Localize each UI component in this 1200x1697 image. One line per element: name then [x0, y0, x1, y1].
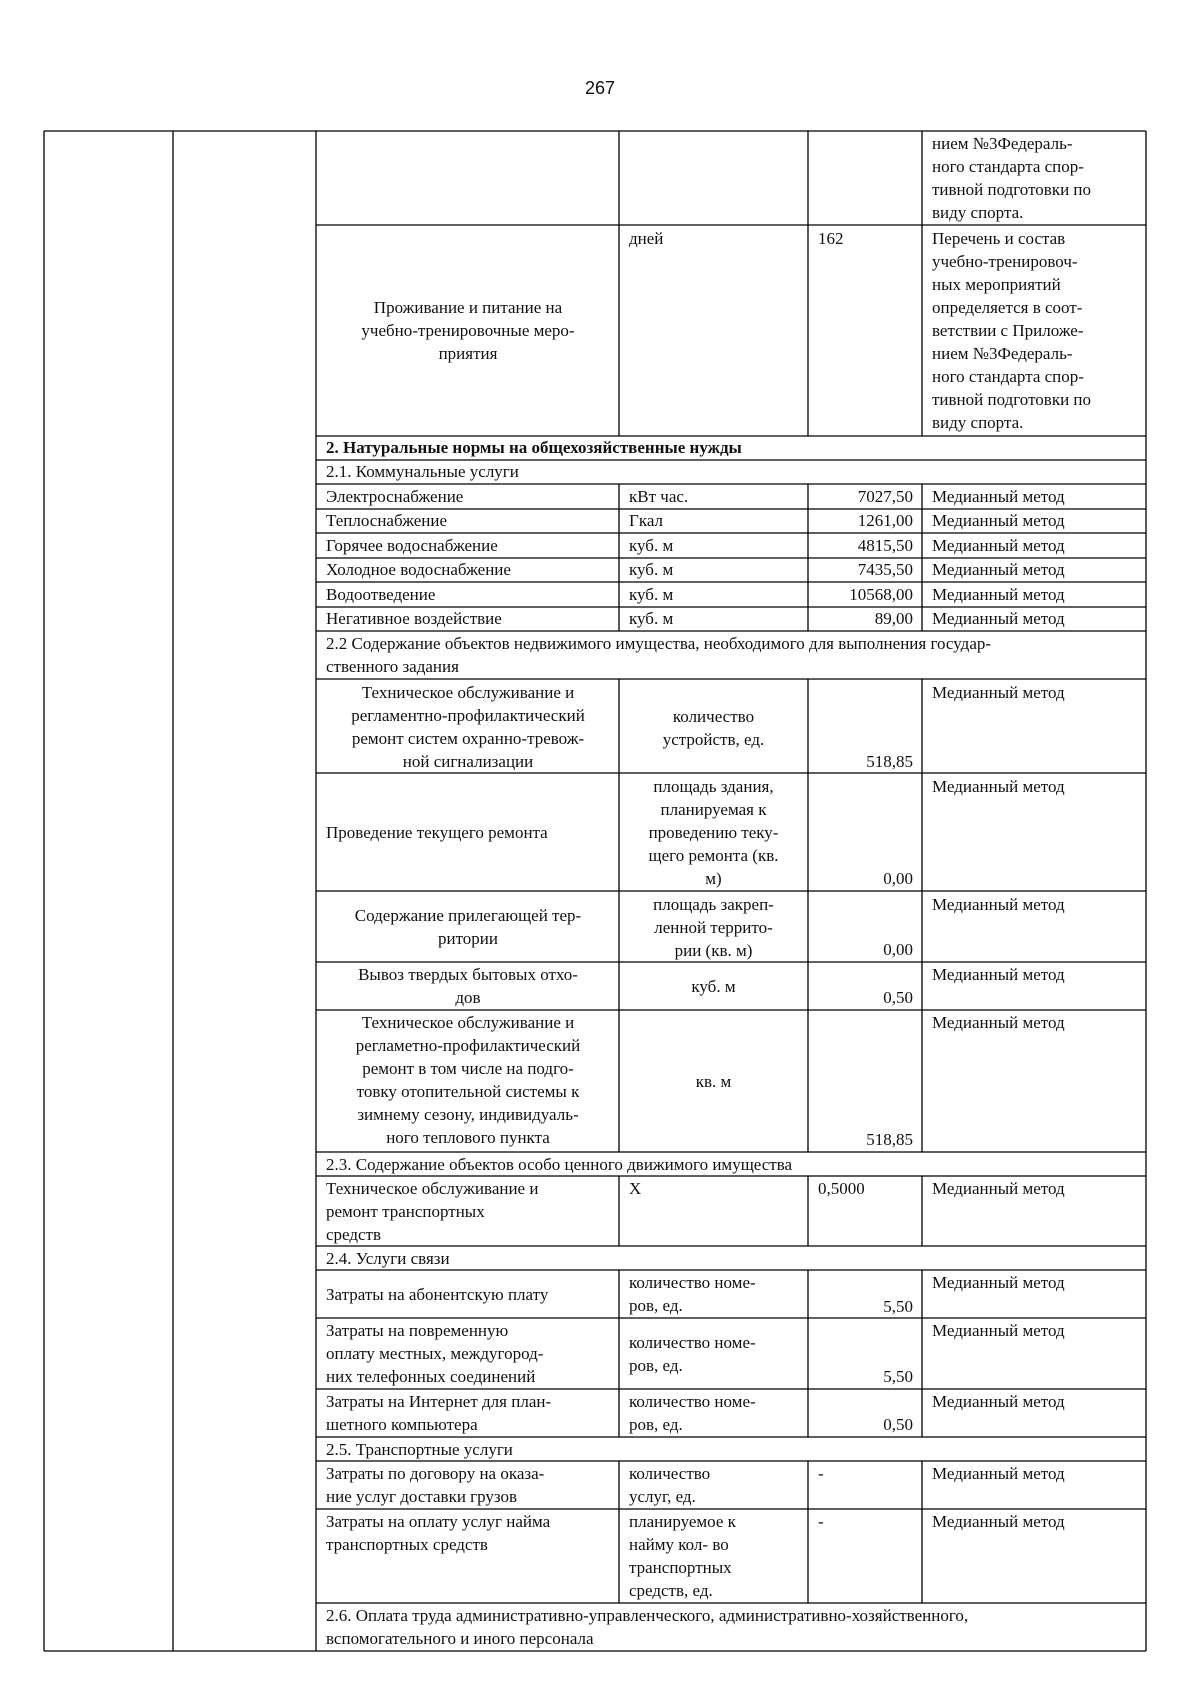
method-cell: Медианный метод — [932, 1273, 1065, 1292]
value-cell: 518,85 — [866, 752, 913, 771]
unit-cell: площадь здания, планируемая к проведению теку- щего ремонта (кв. м) — [648, 777, 779, 888]
unit-cell: планируемое к найму кол- во транспортных средств, ед. — [629, 1512, 736, 1600]
method-cell: Медианный метод — [932, 965, 1065, 984]
unit-cell: площадь закреп- ленной террито- рии (кв. м) — [653, 895, 774, 960]
subsection-heading: 2.1. Коммунальные услуги — [326, 462, 519, 481]
note-cell: нием №3Федераль- ного стандарта спор- тивной подготовки по виду спорта. — [932, 134, 1092, 222]
page-number: 267 — [584, 78, 616, 98]
method-cell: Медианный метод — [932, 585, 1065, 604]
method-cell: Медианный метод — [932, 1464, 1065, 1483]
value-cell: - — [818, 1512, 824, 1531]
value-cell: 7435,50 — [857, 560, 913, 579]
unit-cell: Х — [629, 1179, 642, 1198]
value-cell: 5,50 — [883, 1367, 913, 1386]
value-cell: 0,50 — [883, 988, 913, 1007]
item-name: Затраты на оплату услуг найма транспортных средств — [326, 1512, 551, 1554]
unit-cell: количество устройств, ед. — [662, 707, 765, 749]
item-name: Проживание и питание на учебно-тренировочные меро- приятия — [361, 298, 575, 363]
unit-cell: куб. м — [691, 977, 736, 996]
item-name: Техническое обслуживание и регламетно-профилактический ремонт в том числе на подго- товку отопительной системы к зимнему сезону, индивидуаль- ного теплового пункта — [355, 1013, 581, 1147]
value-cell: 89,00 — [874, 609, 913, 628]
subsection-heading: 2.2 Содержание объектов недвижимого имущества, необходимого для выполнения государ- ственного задания — [326, 634, 992, 676]
value-cell: 518,85 — [866, 1130, 913, 1149]
unit-cell: кв. м — [695, 1072, 732, 1091]
unit-cell: количество номе- ров, ед. — [629, 1333, 756, 1375]
item-name: Содержание прилегающей тер- ритории — [354, 906, 582, 948]
item-name: Вывоз твердых бытовых отхо- дов — [358, 965, 578, 1007]
item-name: Техническое обслуживание и ремонт транспортных средств — [326, 1179, 539, 1244]
subsection-heading: 2.6. Оплата труда административно-управленческого, административно-хозяйственного, вспомогательного и иного персонала — [326, 1606, 969, 1648]
item-name: Негативное воздействие — [326, 609, 502, 628]
item-name: Техническое обслуживание и регламентно-профилактический ремонт систем охранно-тревож- ной сигнализации — [351, 683, 585, 771]
method-cell: Медианный метод — [932, 777, 1065, 796]
subsection-heading: 2.4. Услуги связи — [326, 1249, 450, 1268]
unit-cell: куб. м — [629, 609, 674, 628]
subsection-heading: 2.5. Транспортные услуги — [326, 1440, 513, 1459]
unit-cell: количество номе- ров, ед. — [629, 1392, 756, 1434]
method-cell: Медианный метод — [932, 1512, 1065, 1531]
value-cell: 7027,50 — [857, 487, 913, 506]
note-cell: Перечень и состав учебно-тренировоч- ных мероприятий определяется в соот- ветствии с Приложе- нием №3Федераль- ного стандарта спор- тивной подготовки по виду спорта. — [932, 229, 1092, 432]
method-cell: Медианный метод — [932, 560, 1065, 579]
item-name: Холодное водоснабжение — [326, 560, 511, 579]
unit-cell: куб. м — [629, 536, 674, 555]
unit-cell: количество номе- ров, ед. — [629, 1273, 756, 1315]
method-cell: Медианный метод — [932, 683, 1065, 702]
value-cell: 0,00 — [883, 940, 913, 959]
value-cell: 162 — [818, 229, 844, 248]
item-name: Затраты на Интернет для план- шетного компьютера — [326, 1392, 552, 1434]
method-cell: Медианный метод — [932, 1321, 1065, 1340]
method-cell: Медианный метод — [932, 1179, 1065, 1198]
method-cell: Медианный метод — [932, 609, 1065, 628]
item-name: Затраты на абонентскую плату — [326, 1285, 549, 1304]
section-heading: 2. Натуральные нормы на общехозяйственные нужды — [326, 438, 742, 457]
unit-cell: куб. м — [629, 560, 674, 579]
item-name: Затраты на повременную оплату местных, междугород- них телефонных соединений — [326, 1321, 544, 1386]
item-name: Затраты по договору на оказа- ние услуг доставки грузов — [326, 1464, 545, 1506]
value-cell: 0,00 — [883, 869, 913, 888]
value-cell: 10568,00 — [849, 585, 913, 604]
method-cell: Медианный метод — [932, 487, 1065, 506]
unit-cell: кВт час. — [629, 487, 689, 506]
value-cell: - — [818, 1464, 824, 1483]
value-cell: 5,50 — [883, 1297, 913, 1316]
unit-cell: дней — [629, 229, 664, 248]
method-cell: Медианный метод — [932, 1392, 1065, 1411]
method-cell: Медианный метод — [932, 536, 1065, 555]
value-cell: 0,50 — [883, 1415, 913, 1434]
unit-cell: количество услуг, ед. — [629, 1464, 711, 1506]
unit-cell: куб. м — [629, 585, 674, 604]
unit-cell: Гкал — [629, 511, 664, 530]
value-cell: 4815,50 — [857, 536, 913, 555]
item-name: Проведение текущего ремонта — [326, 823, 548, 842]
method-cell: Медианный метод — [932, 511, 1065, 530]
item-name: Электроснабжение — [326, 487, 464, 506]
item-name: Водоотведение — [326, 585, 436, 604]
subsection-heading: 2.3. Содержание объектов особо ценного движимого имущества — [326, 1155, 793, 1174]
item-name: Теплоснабжение — [326, 511, 448, 530]
value-cell: 0,5000 — [818, 1179, 865, 1198]
method-cell: Медианный метод — [932, 895, 1065, 914]
method-cell: Медианный метод — [932, 1013, 1065, 1032]
item-name: Горячее водоснабжение — [326, 536, 498, 555]
value-cell: 1261,00 — [857, 511, 913, 530]
